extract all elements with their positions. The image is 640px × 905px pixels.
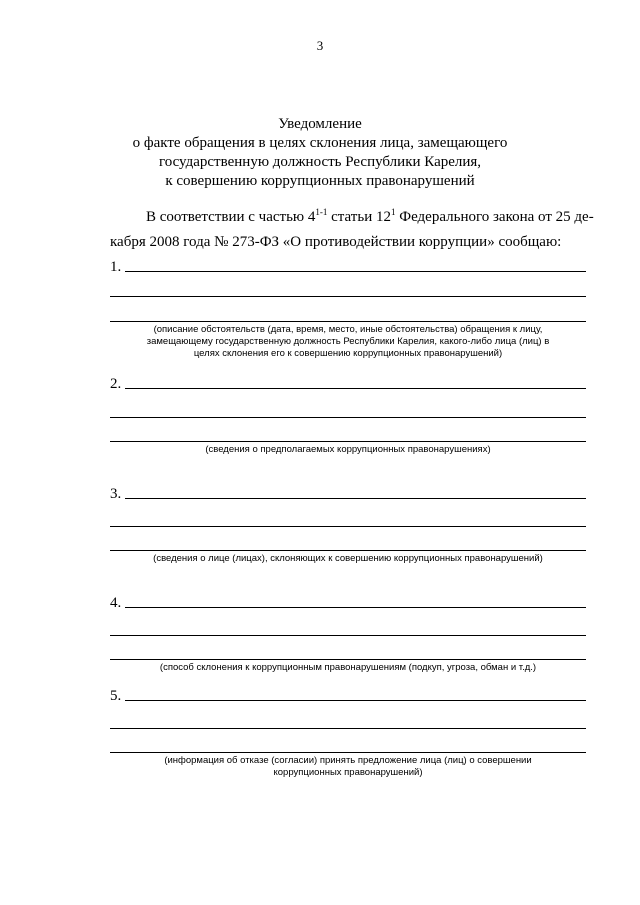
field-caption-3: [110, 553, 586, 565]
field-caption-2: [110, 444, 586, 456]
form-line-5-3[interactable]: [110, 752, 586, 753]
title-line-2: о факте обращения в целях склонения лица, замещающего: [132, 135, 508, 151]
underline-field[interactable]: [125, 607, 586, 608]
form-line-3-2[interactable]: [110, 526, 586, 527]
form-section-3: [110, 481, 586, 565]
form-line-1-2[interactable]: [110, 296, 586, 297]
item-number: 3.: [110, 486, 122, 502]
caption-line: коррупционных правонарушений): [273, 767, 423, 778]
form-section-5: [110, 683, 586, 779]
intro-text-1: В соответствии с частью 4: [146, 209, 316, 225]
form-line-3-1[interactable]: [110, 481, 586, 503]
caption-line: (информация об отказе (согласии) принять предложение лица (лиц) о совершении: [164, 755, 532, 766]
title-line-1: Уведомление: [278, 116, 362, 132]
item-number: 1.: [110, 259, 122, 275]
form-line-4-1[interactable]: [110, 590, 586, 612]
form-line-5-2[interactable]: [110, 728, 586, 729]
intro-text-2: статьи 12: [327, 209, 391, 225]
caption-line: замещающему государственную должность Республики Карелия, какого-либо лица (лиц) в: [146, 336, 550, 347]
form-line-4-2[interactable]: [110, 635, 586, 636]
form-line-2-3[interactable]: [110, 441, 586, 442]
item-number: 5.: [110, 688, 122, 704]
underline-field[interactable]: [125, 498, 586, 499]
intro-paragraph: [110, 205, 594, 255]
form-section-1: [110, 254, 586, 360]
title-line-4: к совершению коррупционных правонарушений: [165, 173, 475, 189]
caption-line: (способ склонения к коррупционным правонарушениям (подкуп, угроза, обман и т.д.): [159, 662, 537, 673]
form-line-2-2[interactable]: [110, 417, 586, 418]
title-line-3: государственную должность Республики Карелия,: [158, 154, 482, 170]
form-line-4-3[interactable]: [110, 659, 586, 660]
page-number: 3: [316, 38, 324, 53]
item-number: 2.: [110, 376, 122, 392]
form-section-2: [110, 371, 586, 456]
caption-line: (сведения о предполагаемых коррупционных правонарушениях): [205, 444, 491, 455]
form-line-2-1[interactable]: [110, 371, 586, 393]
underline-field[interactable]: [125, 271, 586, 272]
form-line-1-1[interactable]: [110, 254, 586, 276]
form-line-1-3[interactable]: [110, 321, 586, 322]
caption-line: (описание обстоятельств (дата, время, место, иные обстоятельства) обращения к лицу,: [153, 324, 543, 335]
form-section-4: [110, 590, 586, 674]
document-title: [0, 115, 640, 191]
intro-line-2: кабря 2008 года № 273-ФЗ «О противодействии коррупции» сообщаю:: [110, 234, 562, 250]
caption-line: целях склонения его к совершению коррупционных правонарушений): [193, 348, 503, 359]
item-number: 4.: [110, 595, 122, 611]
field-caption-1: [110, 324, 586, 360]
underline-field[interactable]: [125, 388, 586, 389]
form-line-5-1[interactable]: [110, 683, 586, 705]
intro-sup-2: 1: [390, 207, 396, 217]
caption-line: (сведения о лице (лицах), склоняющих к совершению коррупционных правонарушений): [153, 553, 543, 564]
underline-field[interactable]: [125, 700, 586, 701]
intro-line-1: [110, 205, 594, 230]
field-caption-5: [110, 755, 586, 779]
intro-text-3: Федерального закона от 25 де-: [395, 209, 594, 225]
intro-sup-1: 1-1: [315, 207, 328, 217]
form-line-3-3[interactable]: [110, 550, 586, 551]
field-caption-4: [110, 662, 586, 674]
